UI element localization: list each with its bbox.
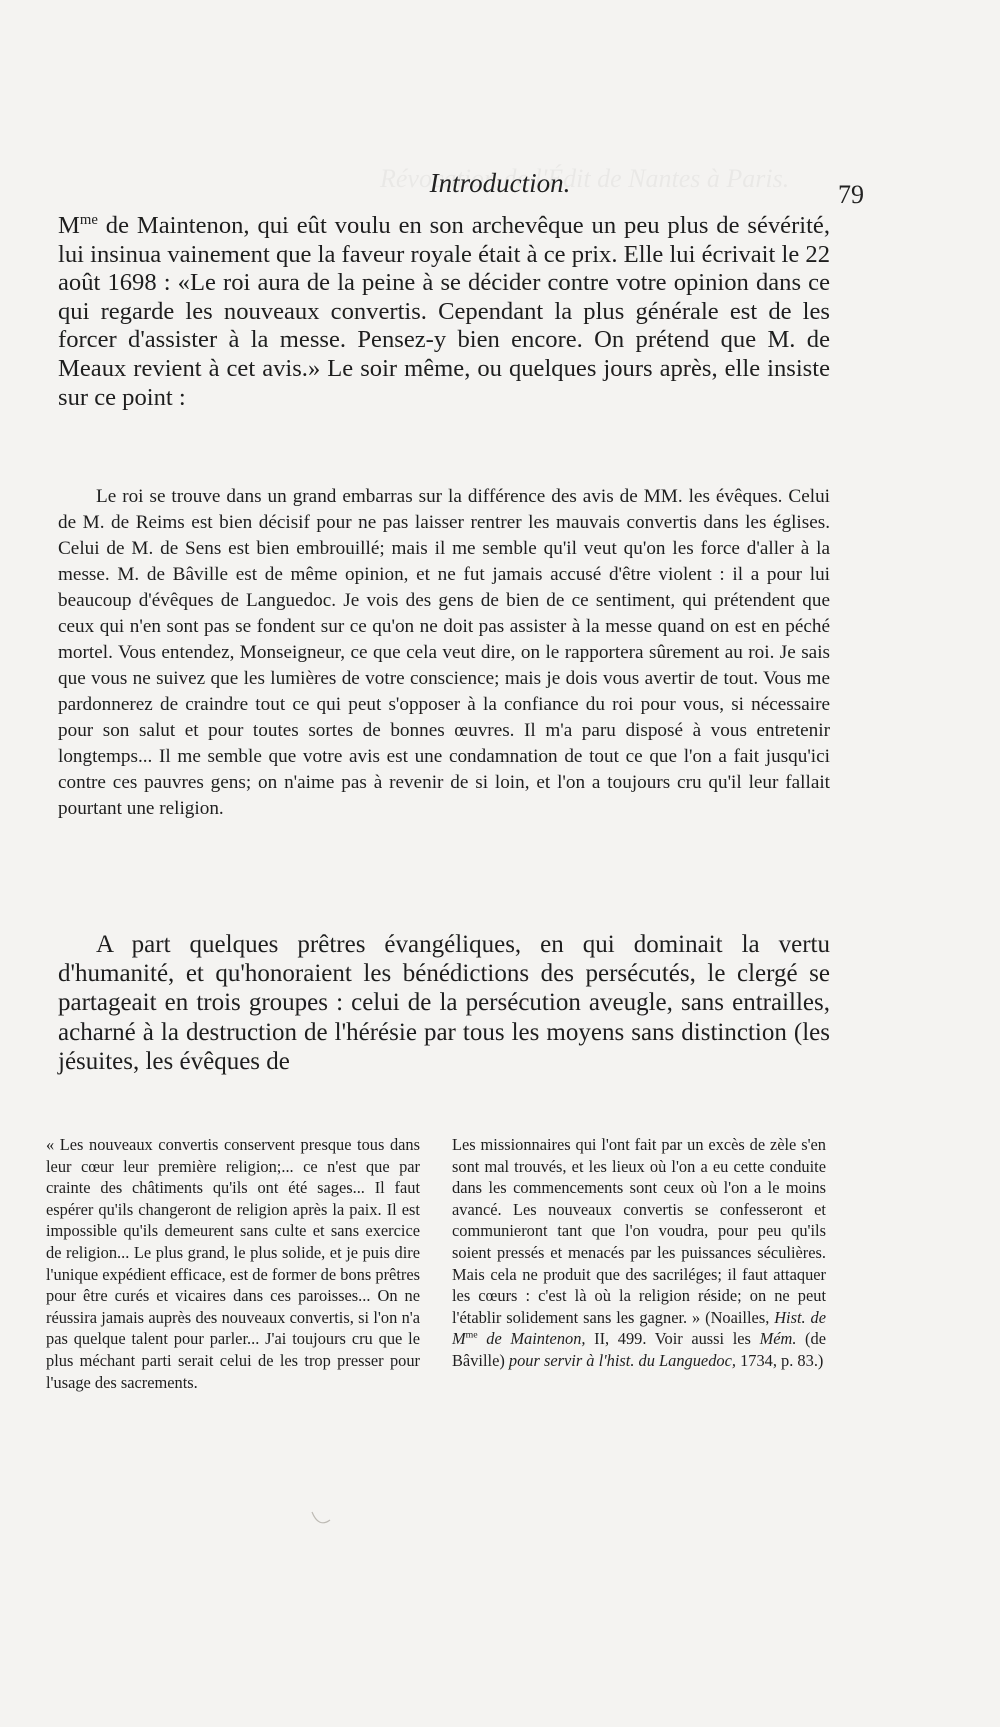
footnote-right-text-d: 1734, p. 83.)	[735, 1350, 824, 1370]
paragraph-1-sup: me	[79, 211, 98, 228]
footnote-right-text-b: II, 499. Voir aussi les	[585, 1329, 760, 1349]
footnote-right-italic-1: Hist. de M	[452, 1307, 826, 1349]
footnote-right-italic-2: de Maintenon,	[477, 1329, 586, 1349]
running-head: Introduction.	[429, 168, 571, 198]
footnote-right-italic-3: Mém.	[759, 1329, 797, 1349]
block-quote: Le roi se trouve dans un grand embarras sur la différence des avis de MM. les évêques. Celui de M. de Reims est bien décisif pour ne pas laisser rentrer les mauvais convertis dans les églises. Celui de M. de Sens est bien embrouillé; mais il me semble qu'il veut qu'on les force d'aller à la messe. M. de Bâville est de même opinion, et ne fut jamais accusé d'être violent : il a pour lui beaucoup d'évêques de Languedoc. Je vois des gens de bien de ce sentiment, qui prétendent que ceux qui n'en sont pas se fondent sur ce qu'on ne doit pas assister à la messe quand on est en péché mortel. Vous entendez, Monseigneur, ce que cela veut dire, on le rapportera sûrement au roi. Je sais que vous ne suivez que les lumières de votre conscience; mais je dois vous avertir de tout. Vous me pardonnerez de craindre tout ce qui peut s'opposer à la confiance du roi pour vous, si nécessaire pour son salut et pour toutes sortes de bonnes œuvres. Il m'a paru disposé à vous entretenir longtemps... Il me semble que votre avis est une condamnation de tout ce que l'on a fait jusqu'ici contre ces pauvres gens; on n'aime pas à revenir de si loin, et l'on a toujours cru qu'il leur fallait pourtant une religion.	[58, 486, 830, 819]
paragraph-1-text: de Maintenon, qui eût voulu en son archevêque un peu plus de sévérité, lui insinua vainement que la faveur royale était à ce prix. Elle lui écrivait le 22 août 1698 : «Le roi aura de la peine à se décider contre votre opinion dans ce qui regarde les nouveaux convertis. Cependant la plus générale est de les forcer d'assister à la messe. Pensez-y bien encore. On prétend que M. de Meaux revient à cet avis.» Le soir même, ou quelques jours après, elle insiste sur ce point :	[58, 212, 830, 411]
footnote-left-column: « Les nouveaux convertis conservent presque tous dans leur cœur leur première religion;... ce n'est que par crainte des châtiments qu'ils ont été sages... Il faut espérer qu'ils changeront de religion après la paix. Il est impossible qu'ils demeurent sans culte et sans exercice de religion... Le plus grand, le plus solide, et je puis dire l'unique expédient efficace, est de former de bons prêtres pour être curés et vicaires dans ces paroisses... On ne réussira jamais auprès des nouveaux convertis, si l'on n'a pas quelque talent pour parler... J'ai toujours cru que le plus méchant parti serait celui de les trop presser pour l'usage des sacrements.	[46, 1135, 420, 1392]
footnote-right-italic-4: pour servir à l'hist. du Languedoc,	[508, 1350, 736, 1370]
paragraph-1-lead: M	[58, 212, 80, 239]
footnote-right-column	[452, 1134, 826, 1372]
paragraph-1	[58, 212, 830, 412]
footnote-right-text-a: Les missionnaires qui l'ont fait par un excès de zèle s'en sont mal trouvés, et les lieux où l'on a eu cette conduite dans les commencements sont ceux où l'on a le moins avancé. Les nouveaux convertis se confesseront et communieront tant que l'on voudra, pour peu qu'ils soient pressés et menacés par les puissances séculières. Mais cela ne produit que des sacriléges; il faut attaquer les cœurs : c'est là où la religion réside; on ne peut l'établir solidement sans les gagner. » (Noailles,	[452, 1135, 826, 1327]
paragraph-2: A part quelques prêtres évangéliques, en qui dominait la vertu d'humanité, et qu'honoraient les bénédictions des persécutés, le clergé se partageait en trois groupes : celui de la persécution aveugle, sans entrailles, acharné à la destruction de l'hérésie par tous les moyens sans distinction (les jésuites, les évêques de	[58, 931, 830, 1075]
footnote-right-text-c: (de Bâville)	[452, 1329, 826, 1370]
paper-mark	[310, 1508, 334, 1530]
page-number: 79	[838, 180, 864, 209]
footnote-right-sup: me	[465, 1329, 478, 1341]
